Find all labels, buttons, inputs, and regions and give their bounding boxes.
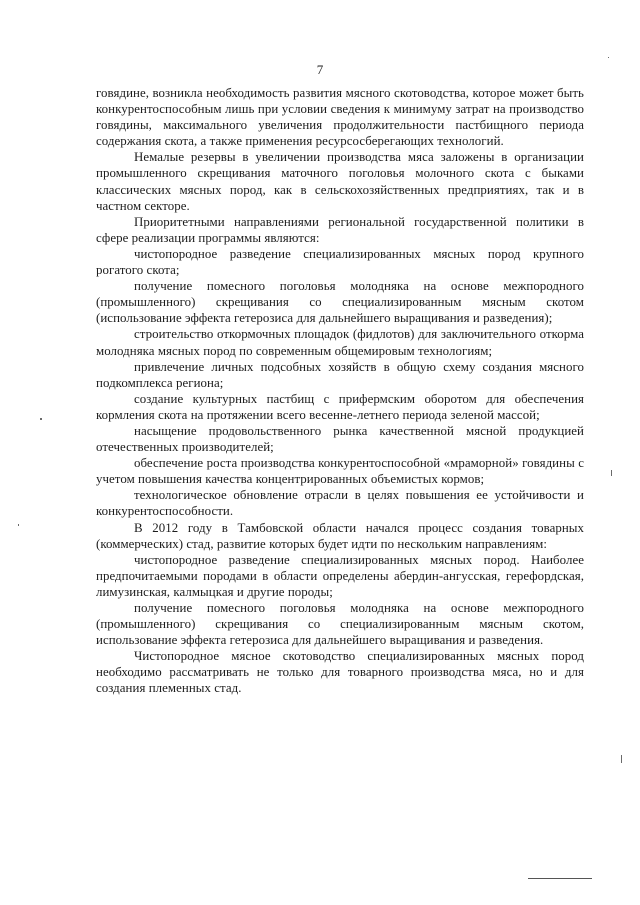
list-item: обеспечение роста производства конкурентоспособной «мраморной» говядины с учетом повышения качества концентрированных объемистых кормов; (96, 456, 584, 487)
list-item: привлечение личных подсобных хозяйств в общую схему создания мясного подкомплекса региона; (96, 359, 584, 390)
list-item: чистопородное разведение специализированных мясных пород крупного рогатого скота; (96, 246, 584, 278)
paragraph: Немалые резервы в увеличении производства мяса заложены в организации промышленного скрещивания маточного поголовья молочного скота с быками классических мясных пород, как в сельскохозяйственных предприятиях, так и в частном секторе. (96, 150, 584, 213)
paragraph: говядине, возникла необходимость развития мясного скотоводства, которое может быть конкурентоспособным лишь при условии сведения к минимуму затрат на производство говядины, максимального увеличения продолжительности пастбищного периода содержания скота, а также применения ресурсосберегающих технологий. (96, 86, 584, 149)
list-item: получение помесного поголовья молодняка на основе межпородного (промышленного) скрещивания со специализированным мясным скотом, использование эффекта гетерозиса для дальнейшего выращивания и разведения. (96, 601, 584, 648)
scan-mark (18, 524, 19, 526)
text-body (96, 85, 584, 697)
list-item: чистопородное разведение специализированных мясных пород. Наиболее предпочитаемыми породами в области определены абердин-ангусская, герефордская, лимузинская, калмыцкая и другие породы; (96, 552, 584, 599)
list-item: насыщение продовольственного рынка качественной мясной продукцией отечественных производителей; (96, 423, 584, 455)
paragraph: В 2012 году в Тамбовской области начался процесс создания товарных (коммерческих) стад, развитие которых будет идти по нескольким направлениям: (96, 520, 584, 551)
list-item: технологическое обновление отрасли в целях повышения ее устойчивости и конкурентоспособности. (96, 488, 584, 519)
list-item: строительство откормочных площадок (фидлотов) для заключительного откорма молодняка мясных пород по современным общемировым технологиям; (96, 327, 584, 358)
scan-mark (611, 470, 612, 476)
list-item: получение помесного поголовья молодняка на основе межпородного (промышленного) скрещивания со специализированным мясным скотом (использование эффекта гетерозиса для дальнейшего выращивания и разведения); (96, 279, 584, 326)
page-number: 7 (316, 62, 324, 77)
scan-mark (40, 418, 42, 420)
paragraph: Приоритетными направлениями региональной государственной политики в сфере реализации программы являются: (96, 214, 584, 245)
list-item: создание культурных пастбищ с прифермским оборотом для обеспечения кормления скота на протяжении всего весенне-летнего периода зеленой массой; (96, 391, 584, 422)
scan-mark (621, 755, 622, 763)
scan-mark (608, 57, 609, 58)
footer-rule (528, 878, 592, 879)
paragraph: Чистопородное мясное скотоводство специализированных мясных пород необходимо рассматривать не только для товарного производства мяса, но и для создания племенных стад. (96, 649, 584, 696)
